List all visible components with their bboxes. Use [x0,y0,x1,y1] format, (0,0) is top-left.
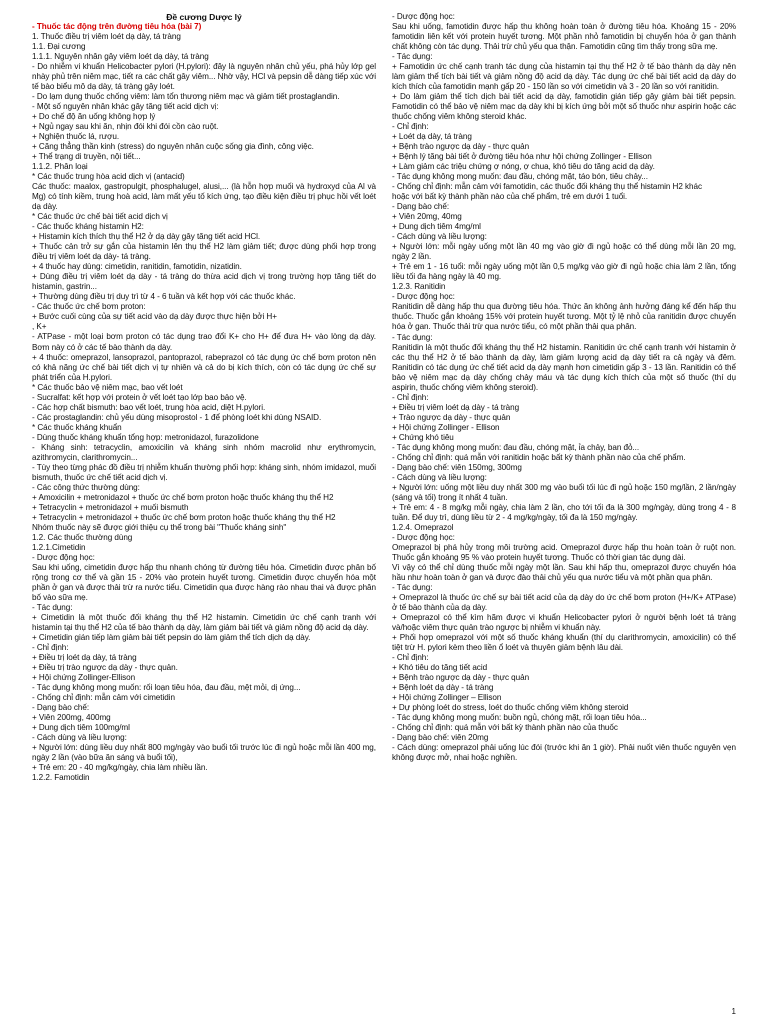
paragraph: - Các công thức thường dùng: [32,482,140,492]
paragraph: + Thường dùng điều trị duy trì từ 4 - 6 tuần và kết hợp với các thuốc khác. [32,292,296,302]
paragraph: + Nghiện thuốc lá, rượu. [32,132,120,142]
paragraph: + Khó tiêu do tăng tiết acid [392,663,488,673]
paragraph: + Dung dịch tiêm 4mg/ml [392,222,481,232]
paragraph: + Loét dạ dày, tá tràng [392,132,472,142]
paragraph: - Chỉ định: [392,122,429,132]
paragraph: + Amoxicilin + metronidazol + thuốc ức chế bơm proton hoặc thuốc kháng thụ thể H2 [32,492,334,502]
paragraph: Sau khi uống, cimetidin được hấp thu nhanh chóng từ đường tiêu hóa. Cimetidin được phân bố rộng trong cơ thể và gần 15 - 20% vào protein huyết tương. Cimetidin được chuyển hóa một phần ở gan và được thải trừ ra nước tiểu. Cimetidin qua được hàng rào nhau thai và được phân bố vào sữa mẹ. [32,562,376,602]
paragraph: - Cách dùng và liều lượng: [32,733,127,743]
paragraph: 1.2.1.Cimetidin [32,542,86,552]
paragraph: - Kháng sinh: tetracyclin, amoxicilin và kháng sinh nhóm macrolid như erythromycin, azithromycin, clarithromycin... [32,442,376,462]
paragraph: + Tetracyclin + metronidazol + thuốc ức chế bơm proton hoặc thuốc kháng thụ thể H2 [32,512,336,522]
paragraph: 1.2.2. Famotidin [32,773,90,783]
paragraph: - Tác dụng không mong muốn: đau đầu, chóng mặt, ỉa chảy, ban đỏ... [392,442,640,452]
paragraph: - Các prostaglandin: chủ yếu dùng misoprostol - 1 để phòng loét khi dùng NSAID. [32,412,322,422]
paragraph: + Hội chứng Zollinger – Ellison [392,693,502,703]
paragraph: 1.2. Các thuốc thường dùng [32,532,133,542]
paragraph: + Dự phòng loét do stress, loét do thuốc chống viêm không steroid [392,703,629,713]
paragraph: * Các thuốc ức chế bài tiết acid dịch vị [32,212,168,222]
paragraph: + Cimetidin gián tiếp làm giảm bài tiết pepsin do làm giảm thể tích dịch dạ dày. [32,632,311,642]
paragraph: 1.2.4. Omeprazol [392,522,454,532]
paragraph: - Do lạm dụng thuốc chống viêm: làm tổn thương niêm mạc và giảm tiết prostaglandin. [32,92,340,102]
paragraph: - Các thuốc ức chế bơm proton: [32,302,146,312]
paragraph: - Tác dụng: [392,52,433,62]
paragraph: - Dược động học: [392,292,455,302]
paragraph: - Tùy theo từng phác đồ điều trị nhiễm khuẩn thường phối hợp: kháng sinh, nhóm imidazol, muối bismuth, thuốc ức chế tiết acid dịch vị. [32,462,376,482]
paragraph: + 4 thuốc: omeprazol, lansoprazol, pantoprazol, rabeprazol có tác dụng ức chế bơm proton nên có khả năng ức chế bài tiết dịch vị tự nhiên và cả do bị kích thích, còn có tác dụng ức chế sự phát triển của H.pylori. [32,352,376,382]
paragraph: + Trẻ em: 20 - 40 mg/kg/ngày, chia làm nhiều lần. [32,763,208,773]
paragraph: + Căng thẳng thần kinh (stress) do nguyên nhân cuộc sống gia đình, công việc. [32,142,314,152]
paragraph: * Các thuốc kháng khuẩn [32,422,122,432]
paragraph: + Bước cuối cùng của sự tiết acid vào dạ dày được thực hiện bởi H+ [32,312,277,322]
paragraph: - Dạng bào chế: [392,202,450,212]
paragraph: - Cách dùng và liều lượng: [392,472,487,482]
paragraph: Vì vậy có thể chỉ dùng thuốc mỗi ngày một lần. Sau khi hấp thu, omeprazol được chuyển hóa hầu như hoàn toàn ở gan và được đào thải chủ yếu qua nước tiểu và một phần qua phân. [392,562,736,582]
paragraph: - Dùng thuốc kháng khuẩn tổng hợp: metronidazol, furazolidone [32,432,259,442]
paragraph: - Thuốc tác động trên đường tiêu hóa (bài 7) [32,22,202,31]
paragraph: + Thuốc cản trở sự gắn của histamin lên thụ thể H2 làm giảm tiết; được dùng phối hợp trong điều trị viêm loét dạ dày- tá tràng. [32,242,376,262]
left-column [32,12,376,783]
paragraph: - Dược động học: [392,532,455,542]
paragraph: 1. Thuốc điều trị viêm loét dạ dày, tá tràng [32,32,181,42]
paragraph: + Người lớn: mỗi ngày uống một lần 40 mg vào giờ đi ngủ hoặc có thể dùng mỗi lần 20 mg, ngày 2 lần. [392,242,736,262]
paragraph: - Do nhiễm vi khuẩn Helicobacter pylori (H.pylori): đây là nguyên nhân chủ yếu, phá hủy lớp gel nhày phủ trên niêm mạc, tiết ra các chất gây viêm... Nhờ vậy, HCl và pepsin dễ dàng tiếp xúc với tế bào biểu mô dạ dày, tá tràng gây loét. [32,62,376,92]
paragraph: + Viên 20mg, 40mg [392,212,462,222]
paragraph: - Tác dụng: [392,582,433,592]
paragraph: Các thuốc: maalox, gastropulgit, phosphalugel, alusi,... (là hỗn hợp muối và hydroxyd của Al và Mg) có tính kiềm, trung hoà acid, làm mất yếu tố kích ứng, tạo điều kiện điều trị phục hồi vết loét dạ dày. [32,182,376,212]
paragraph: - Chống chỉ định: quá mẫn với ranitidin hoặc bất kỳ thành phần nào của chế phẩm. [392,452,686,462]
paragraph: Omeprazol bị phá hủy trong môi trường acid. Omeprazol được hấp thu hoàn toàn ở ruột non. Thuốc gắn khoảng 95 % vào protein huyết tương. Thuốc có thời gian tác dụng dài. [392,542,736,562]
paragraph: Nhóm thuốc này sẽ được giới thiệu cụ thể trong bài "Thuốc kháng sinh" [32,522,287,532]
paragraph: + Ngủ ngay sau khi ăn, nhịn đói khi đói cồn cào ruột. [32,122,219,132]
paragraph: + Do làm giảm thể tích dịch bài tiết acid dạ dày, famotidin gián tiếp gây giảm bài tiết pepsin. Famotidin có thể bảo vệ niêm mạc dạ dày khi bị kích ứng bởi một số thuốc như aspirin hoặc các thuốc chống viêm không steroid khác. [392,92,736,122]
paragraph: Ranitidin là một thuốc đối kháng thụ thể H2 histamin. Ranitidin ức chế cạnh tranh với histamin ở các thụ thể H2 ở tế bào thành dạ dày, làm giảm lượng acid dạ dày tiết ra cả ngày và đêm. Ranitidin có tác dụng ức chế tiết acid dạ dày mạnh hơn cimetidin gấp 3 - 13 lần. Ranitidin có thể bảo vệ niêm mạc dạ dày chống chảy máu và tác dụng kích thích của một số thuốc (thí dụ aspirin, thuốc chống viêm không steroid). [392,342,736,392]
paragraph: + Bệnh trào ngược dạ dày - thực quản [392,673,530,683]
paragraph: + Viên 200mg, 400mg [32,713,111,723]
paragraph: + Trẻ em: 4 - 8 mg/kg mỗi ngày, chia làm 2 lần, cho tới tối đa là 300 mg/ngày, dùng trong 4 - 8 tuần. Để duy trì, dùng liều từ 2 - 4 mg/kg/ngày, tối đa là 150 mg/ngày. [392,502,736,522]
paragraph: - Dược động học: [392,12,455,21]
paragraph: + Hội chứng Zollinger-Ellison [32,673,136,683]
paragraph: - Chỉ định: [392,392,429,402]
paragraph: + Chứng khó tiêu [392,432,454,442]
paragraph: + 4 thuốc hay dùng: cimetidin, ranitidin, famotidin, nizatidin. [32,262,242,272]
paragraph: - Chống chỉ định: mẫn cảm với cimetidin [32,693,175,703]
paragraph: + Bệnh trào ngược dạ dày - thực quản [392,142,530,152]
paragraph: + Người lớn: dùng liều duy nhất 800 mg/ngày vào buổi tối trước lúc đi ngủ hoặc mỗi lần 400 mg, ngày 2 lần (vào bữa ăn sáng và buổi tối), [32,743,376,763]
paragraph: - Tác dụng: [32,602,73,612]
paragraph: - Tác dụng không mong muốn: đau đầu, chóng mặt, táo bón, tiêu chảy... [392,172,648,182]
paragraph: - Sucralfat: kết hợp với protein ở vết loét tạo lớp bao bảo vệ. [32,392,247,402]
paragraph: + Omeprazol là thuốc ức chế sự bài tiết acid của dạ dày do ức chế bơm proton (H+/K+ ATPase) ở tế bào thành của dạ dày. [392,592,736,612]
paragraph: Sau khi uống, famotidin được hấp thu không hoàn toàn ở đường tiêu hóa. Khoảng 15 - 20% famotidin liên kết với protein huyết tương. Một phần nhỏ famotidin bị chuyển hóa ở gan thành chất không còn tác dụng. Thải trừ chủ yếu qua thận. Famotidin cũng tìm thấy trong sữa mẹ. [392,22,736,52]
paragraph: + Tetracyclin + metronidazol + muối bismuth [32,502,189,512]
paragraph: - Dạng bào chế: viên 20mg [392,733,489,743]
paragraph: + Làm giảm các triệu chứng ợ nóng, ợ chua, khó tiêu do tăng acid dạ dày. [392,162,655,172]
paragraph: + Do chế độ ăn uống không hợp lý [32,112,156,122]
paragraph: - Chống chỉ định: mẫn cảm với famotidin, các thuốc đối kháng thụ thể histamin H2 khác [392,182,702,192]
paragraph: + Điều trị loét dạ dày, tá tràng [32,652,137,662]
paragraph: + Dung dịch tiêm 100mg/ml [32,723,130,733]
paragraph: + Trào ngược dạ dày - thực quản [392,412,511,422]
right-column [392,12,736,763]
paragraph: - Dược động học: [32,552,95,562]
paragraph: - Dạng bào chế: viên 150mg, 300mg [392,462,522,472]
paragraph: * Các thuốc trung hòa acid dịch vị (antacid) [32,172,185,182]
paragraph: hoặc với bất kỳ thành phần nào của chế phẩm, trẻ em dưới 1 tuổi. [392,192,628,202]
document-title: Đề cương Dược lý [166,12,242,22]
paragraph: - Các thuốc kháng histamin H2: [32,222,144,232]
paragraph: - Một số nguyên nhân khác gây tăng tiết acid dịch vị: [32,102,219,112]
paragraph: - Tác dụng không mong muốn: rối loạn tiêu hóa, đau đầu, mệt mỏi, dị ứng... [32,683,301,693]
paragraph: + Hội chứng Zollinger - Ellison [392,422,500,432]
paragraph: + Histamin kích thích thụ thể H2 ở dạ dày gây tăng tiết acid HCl. [32,232,261,242]
paragraph: + Bệnh loét dạ dày - tá tràng [392,683,494,693]
paragraph: + Trẻ em 1 - 16 tuổi: mỗi ngày uống một lần 0,5 mg/kg vào giờ đi ngủ hoặc chia làm 2 lần, tổng liều tối đa hàng ngày là 40 mg. [392,262,736,282]
paragraph: - Tác dụng: [392,332,433,342]
paragraph: * Các thuốc bảo vệ niêm mạc, bao vết loét [32,382,183,392]
paragraph: + Thể trạng di truyền, nội tiết... [32,152,141,162]
paragraph: 1.1.2. Phân loại [32,162,88,172]
paragraph: Ranitidin dễ dàng hấp thu qua đường tiêu hóa. Thức ăn không ảnh hưởng đáng kể đến hấp thu thuốc. Thuốc gắn khoảng 15% với protein huyết tương. Một tỷ lệ nhỏ của ranitidin được chuyển hóa ở gan. Thuốc thải trừ qua nước tiểu, có một phần thải qua phân. [392,302,736,332]
paragraph: + Điều trị trào ngược dạ dày - thực quản. [32,663,178,672]
paragraph: + Cimetidin là một thuốc đối kháng thụ thể H2 histamin. Cimetidin ức chế cạnh tranh với histamin tại thụ thể H2 của tế bào thành dạ dày, làm giảm bài tiết và giảm nồng độ acid dạ dày. [32,612,376,632]
paragraph: + Dùng điều trị viêm loét dạ dày - tá tràng do thừa acid dịch vị trong trường hợp tăng tiết do histamin, gastrin... [32,272,376,292]
paragraph: 1.1. Đại cương [32,42,86,52]
paragraph: - Chống chỉ định: quá mẫn với bất kỳ thành phần nào của thuốc [392,723,618,733]
paragraph: + Người lớn: uống một liều duy nhất 300 mg vào buổi tối lúc đi ngủ hoặc 150 mg/lần, 2 lần/ngày (sáng và tối) trong ít nhất 4 tuần. [392,482,736,502]
paragraph: + Famotidin ức chế cạnh tranh tác dụng của histamin tại thụ thể H2 ở tế bào thành dạ dày nên làm giảm thể tích bài tiết và giảm nồng độ acid dạ dày. Tác dụng ức chế bài tiết acid dạ dày do kích thích của famotidin mạnh gấp 20 - 150 lần so với cimetidin và 3 - 20 lần so với ranitidin. [392,62,736,92]
left-column-paragraphs [32,22,376,783]
paragraph: , K+ [32,322,47,332]
paragraph: + Omeprazol có thể kìm hãm được vi khuẩn Helicobacter pylori ở người bệnh loét tá tràng và/hoặc viêm thực quản trào ngược bị nhiễm vi khuẩn này. [392,612,736,632]
paragraph: + Phối hợp omeprazol với một số thuốc kháng khuẩn (thí dụ clarithromycin, amoxicilin) có thể tiệt trừ H. pylori kèm theo liền ổ loét và thuyên giảm bệnh lâu dài. [392,632,736,652]
paragraph: - ATPase - một loại bơm proton có tác dụng trao đổi K+ cho H+ để đưa H+ vào lòng dạ dày. Bơm này có ở các tế bào thành dạ dày. [32,332,376,352]
right-column-paragraphs [392,12,736,763]
page-number: 1 [731,1007,736,1016]
paragraph: - Cách dùng: omeprazol phải uống lúc đói (trước khi ăn 1 giờ). Phải nuốt viên thuốc nguyên vẹn không được mở, nhai hoặc nghiền. [392,743,736,763]
paragraph: - Tác dụng không mong muốn: buồn ngủ, chóng mặt, rối loạn tiêu hóa... [392,713,647,723]
paragraph: - Cách dùng và liều lượng: [392,232,487,242]
paragraph: + Bệnh lý tăng bài tiết ở đường tiêu hóa như hội chứng Zollinger - Ellison [392,152,652,162]
paragraph: 1.2.3. Ranitidin [392,282,446,292]
paragraph: + Điều trị viêm loét dạ dày - tá tràng [392,402,520,412]
paragraph: - Chỉ định: [392,653,429,662]
paragraph: 1.1.1. Nguyên nhân gây viêm loét dạ dày, tá tràng [32,52,209,62]
paragraph: - Các hợp chất bismuth: bao vết loét, trung hòa acid, diệt H.pylori. [32,402,266,412]
paragraph: - Chỉ định: [32,642,69,652]
paragraph: - Dạng bào chế: [32,703,90,713]
